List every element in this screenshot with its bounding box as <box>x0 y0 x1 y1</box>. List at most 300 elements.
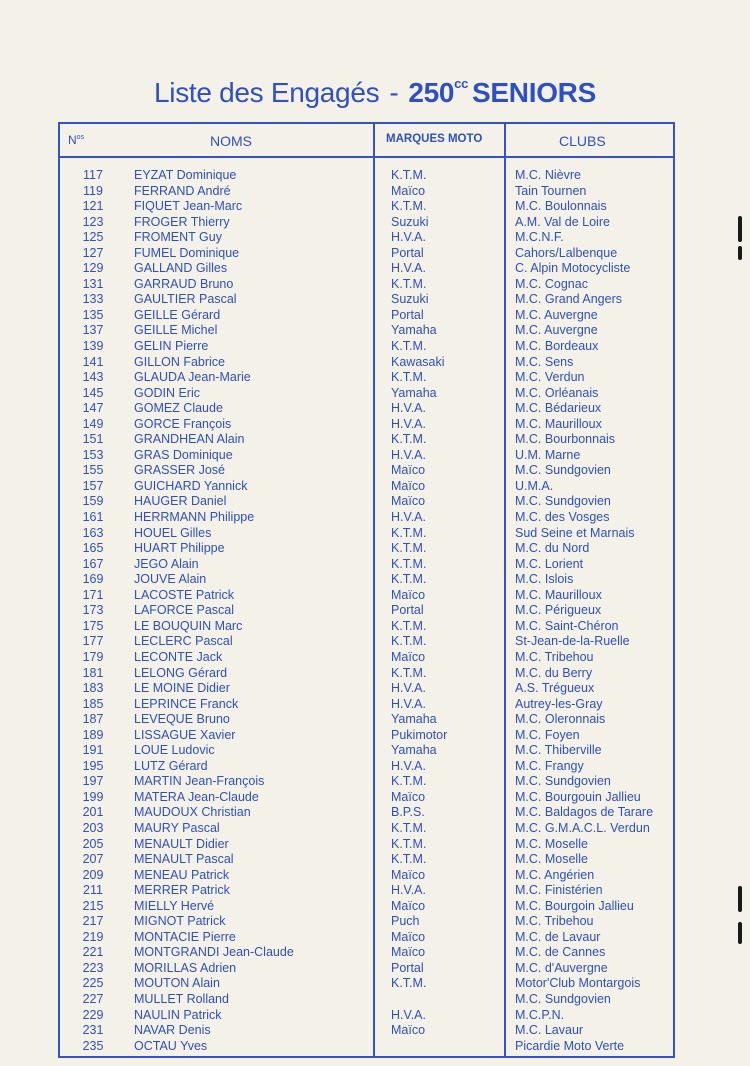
motorcycle-make: K.T.M. <box>391 339 427 354</box>
rider-name: LECONTE Jack <box>134 649 223 664</box>
entry-number: 197 <box>82 774 104 789</box>
entry-number: 229 <box>82 1007 104 1022</box>
rider-name: JOUVE Alain <box>134 572 207 587</box>
entry-number: 117 <box>83 168 103 182</box>
entry-number: 201 <box>82 805 104 820</box>
motorcycle-make: K.T.M. <box>391 276 427 291</box>
rider-name: MIELLY Hervé <box>134 898 215 913</box>
club-name: U.M.A. <box>515 478 554 493</box>
entry-number: 137 <box>82 323 104 338</box>
rider-name: GALLAND Gilles <box>134 261 228 276</box>
header-noms: NOMS <box>210 133 252 149</box>
motorcycle-make: K.T.M. <box>391 820 427 835</box>
club-name: M.C. Tribehou <box>515 914 594 929</box>
club-name: M.C. Angérien <box>515 867 595 882</box>
table-row <box>60 666 673 682</box>
entry-number: 235 <box>82 1038 104 1053</box>
entry-number: 211 <box>83 883 103 898</box>
entry-number: 205 <box>82 836 104 851</box>
table-row <box>60 572 673 588</box>
rider-name: FERRAND André <box>134 183 231 198</box>
header-nos-label: N <box>68 133 77 147</box>
rider-name: GODIN Eric <box>134 385 200 400</box>
entry-number: 127 <box>82 245 104 260</box>
motorcycle-make: K.T.M. <box>391 525 427 540</box>
rider-name: MERRER Patrick <box>134 883 230 898</box>
rider-name: GORCE François <box>134 416 232 431</box>
club-name: M.C. Maurilloux <box>515 587 602 602</box>
table-row <box>60 417 673 433</box>
club-name: M.C. de Cannes <box>515 945 606 960</box>
binding-mark <box>738 922 742 944</box>
entry-number: 195 <box>82 758 104 773</box>
club-name: M.C. du Berry <box>515 665 593 680</box>
entry-number: 167 <box>82 556 104 571</box>
motorcycle-make: Maïco <box>391 789 426 804</box>
rider-name: LE BOUQUIN Marc <box>134 618 243 633</box>
rider-name: LISSAGUE Xavier <box>134 727 236 742</box>
motorcycle-make: K.T.M. <box>391 199 427 214</box>
club-name: M.C. Islois <box>515 572 574 587</box>
motorcycle-make: Maïco <box>391 463 426 478</box>
club-name: M.C. Bourbonnais <box>515 432 616 447</box>
club-name: M.C. Foyen <box>515 727 580 742</box>
entry-number: 177 <box>82 634 104 649</box>
motorcycle-make: Portal <box>391 603 424 618</box>
club-name: M.C. Frangy <box>515 758 584 773</box>
motorcycle-make: H.V.A. <box>391 681 426 696</box>
entry-number: 209 <box>82 867 104 882</box>
binding-mark <box>738 216 742 242</box>
table-row <box>60 805 673 821</box>
club-name: M.C. Sens <box>515 354 574 369</box>
motorcycle-make: H.V.A. <box>391 401 426 416</box>
table-row <box>60 479 673 495</box>
motorcycle-make: Portal <box>391 307 424 322</box>
rider-name: LAFORCE Pascal <box>134 603 235 618</box>
table-row <box>60 386 673 402</box>
table-row <box>60 526 673 542</box>
motorcycle-make: H.V.A. <box>391 230 426 245</box>
club-name: M.C. Grand Angers <box>515 292 622 307</box>
table-row <box>60 992 673 1008</box>
rider-name: GUICHARD Yannick <box>134 478 248 493</box>
rider-name: GEILLE Gérard <box>134 307 221 322</box>
entry-number: 141 <box>82 354 104 369</box>
entry-number: 223 <box>82 960 104 975</box>
club-name: Sud Seine et Marnais <box>515 525 635 540</box>
motorcycle-make: K.T.M. <box>391 541 427 556</box>
entry-number: 139 <box>82 339 104 354</box>
table-row <box>60 945 673 961</box>
entry-number: 129 <box>82 261 104 276</box>
table-row <box>60 261 673 277</box>
motorcycle-make: H.V.A. <box>391 447 426 462</box>
entries-table <box>58 122 675 1058</box>
entry-number: 135 <box>82 307 104 322</box>
header-nos-sup: os <box>76 134 85 141</box>
table-row <box>60 401 673 417</box>
motorcycle-make: Portal <box>391 960 424 975</box>
table-row <box>60 976 673 992</box>
entry-number: 185 <box>82 696 104 711</box>
table-row <box>60 370 673 386</box>
table-row <box>60 837 673 853</box>
club-name: M.C. Auvergne <box>515 323 598 338</box>
entry-number: 145 <box>82 385 104 400</box>
table-row <box>60 432 673 448</box>
motorcycle-make: Suzuki <box>391 214 429 229</box>
motorcycle-make: H.V.A. <box>391 416 426 431</box>
club-name: M.C. Bédarieux <box>515 401 602 416</box>
club-name: A.S. Trégueux <box>515 681 595 696</box>
club-name: M.C. Bordeaux <box>515 339 599 354</box>
rider-name: EYZAT Dominique <box>134 168 237 182</box>
motorcycle-make: H.V.A. <box>391 261 426 276</box>
table-row <box>60 541 673 557</box>
club-name: M.C. Auvergne <box>515 307 598 322</box>
table-row <box>60 292 673 308</box>
club-name: Picardie Moto Verte <box>515 1038 625 1053</box>
rider-name: MORILLAS Adrien <box>134 960 237 975</box>
title-class-number: 250 <box>408 77 455 108</box>
club-name: M.C. Finistérien <box>515 883 603 898</box>
header-clubs: CLUBS <box>559 133 606 149</box>
table-row <box>60 1039 673 1055</box>
motorcycle-make: Yamaha <box>391 743 437 758</box>
rider-name: MIGNOT Patrick <box>134 914 226 929</box>
table-row <box>60 463 673 479</box>
rider-name: FROMENT Guy <box>134 230 222 245</box>
rider-name: NAULIN Patrick <box>134 1007 222 1022</box>
motorcycle-make: Puch <box>391 914 420 929</box>
entry-number: 155 <box>82 463 104 478</box>
club-name: M.C. d'Auvergne <box>515 960 608 975</box>
club-name: M.C. Orléanais <box>515 385 599 400</box>
club-name: M.C. Sundgovien <box>515 991 611 1006</box>
rider-name: HUART Philippe <box>134 541 225 556</box>
rider-name: MARTIN Jean-François <box>134 774 265 789</box>
motorcycle-make: K.T.M. <box>391 634 427 649</box>
motorcycle-make: K.T.M. <box>391 432 427 447</box>
club-name: M.C. Boulonnais <box>515 199 607 214</box>
rider-name: MENAULT Didier <box>134 836 229 851</box>
club-name: M.C. Moselle <box>515 836 588 851</box>
entry-number: 121 <box>82 199 104 214</box>
entry-number: 125 <box>82 230 104 245</box>
header-marques: MARQUES MOTO <box>386 133 483 145</box>
table-row <box>60 712 673 728</box>
motorcycle-make: Suzuki <box>391 292 429 307</box>
club-name: M.C. des Vosges <box>515 510 610 525</box>
motorcycle-make: Portal <box>391 245 424 260</box>
table-row <box>60 728 673 744</box>
entry-number: 225 <box>82 976 104 991</box>
table-row <box>60 697 673 713</box>
table-row <box>60 168 673 184</box>
entry-number: 187 <box>82 712 104 727</box>
entry-number: 231 <box>82 1023 104 1038</box>
club-name: M.C. Saint-Chéron <box>515 618 619 633</box>
table-row <box>60 308 673 324</box>
title-class-sup: cc <box>454 76 469 91</box>
entry-number: 123 <box>82 214 104 229</box>
rider-name: GILLON Fabrice <box>134 354 226 369</box>
entry-number: 119 <box>83 183 103 198</box>
rider-name: MATERA Jean-Claude <box>134 789 259 804</box>
header-nos <box>68 133 84 147</box>
entry-number: 159 <box>82 494 104 509</box>
rider-name: NAVAR Denis <box>134 1023 211 1038</box>
motorcycle-make: K.T.M. <box>391 852 427 867</box>
entry-number: 143 <box>82 370 104 385</box>
motorcycle-make: Kawasaki <box>391 354 445 369</box>
table-row <box>60 603 673 619</box>
motorcycle-make: B.P.S. <box>391 805 425 820</box>
club-name: Autrey-les-Gray <box>515 696 603 711</box>
table-row <box>60 868 673 884</box>
entry-number: 181 <box>82 665 104 680</box>
club-name: M.C. Bourgouin Jallieu <box>515 789 641 804</box>
entry-number: 199 <box>82 789 104 804</box>
table-row <box>60 230 673 246</box>
entry-number: 149 <box>82 416 104 431</box>
table-body <box>60 168 673 1054</box>
motorcycle-make: Maïco <box>391 867 426 882</box>
entry-number: 171 <box>82 587 104 602</box>
rider-name: MENEAU Patrick <box>134 867 230 882</box>
motorcycle-make: Maïco <box>391 649 426 664</box>
motorcycle-make: K.T.M. <box>391 168 427 182</box>
rider-name: HAUGER Daniel <box>134 494 227 509</box>
club-name: M.C. Cognac <box>515 276 588 291</box>
motorcycle-make: H.V.A. <box>391 696 426 711</box>
table-row <box>60 199 673 215</box>
title-main: Liste des Engagés <box>154 77 380 108</box>
rider-name: LEPRINCE Franck <box>134 696 239 711</box>
club-name: M.C. du Nord <box>515 541 590 556</box>
table-row <box>60 634 673 650</box>
club-name: M.C. Maurilloux <box>515 416 602 431</box>
motorcycle-make: H.V.A. <box>391 883 426 898</box>
club-name: U.M. Marne <box>515 447 581 462</box>
rider-name: LACOSTE Patrick <box>134 587 235 602</box>
rider-name: GARRAUD Bruno <box>134 276 234 291</box>
rider-name: GOMEZ Claude <box>134 401 223 416</box>
club-name: M.C. Sundgovien <box>515 463 611 478</box>
club-name: M.C. Sundgovien <box>515 494 611 509</box>
table-row <box>60 494 673 510</box>
entry-number: 153 <box>82 447 104 462</box>
rider-name: MONTACIE Pierre <box>134 929 236 944</box>
club-name: M.C. Verdun <box>515 370 585 385</box>
table-row <box>60 930 673 946</box>
entry-number: 221 <box>82 945 104 960</box>
club-name: M.C. Lavaur <box>515 1023 584 1038</box>
table-row <box>60 852 673 868</box>
motorcycle-make: Maïco <box>391 587 426 602</box>
table-row <box>60 743 673 759</box>
entry-number: 173 <box>82 603 104 618</box>
table-row <box>60 277 673 293</box>
motorcycle-make: Pukimotor <box>391 727 448 742</box>
table-row <box>60 790 673 806</box>
rider-name: GRANDHEAN Alain <box>134 432 245 447</box>
entry-number: 183 <box>82 681 104 696</box>
motorcycle-make: H.V.A. <box>391 758 426 773</box>
entry-number: 147 <box>82 401 104 416</box>
club-name: M.C. Sundgovien <box>515 774 611 789</box>
table-row <box>60 883 673 899</box>
motorcycle-make: K.T.M. <box>391 836 427 851</box>
motorcycle-make: K.T.M. <box>391 774 427 789</box>
entry-number: 131 <box>82 276 104 291</box>
club-name: M.C. Lorient <box>515 556 584 571</box>
motorcycle-make: Maïco <box>391 945 426 960</box>
rider-name: LELONG Gérard <box>134 665 228 680</box>
title-dash: - <box>389 77 399 108</box>
page-title <box>0 76 750 109</box>
motorcycle-make: K.T.M. <box>391 572 427 587</box>
table-row <box>60 821 673 837</box>
rider-name: LEVEQUE Bruno <box>134 712 230 727</box>
entry-number: 175 <box>82 618 104 633</box>
table-row <box>60 355 673 371</box>
table-row <box>60 914 673 930</box>
club-name: M.C. G.M.A.C.L. Verdun <box>515 820 650 835</box>
club-name: M.C. Oleronnais <box>515 712 606 727</box>
table-row <box>60 448 673 464</box>
binding-mark <box>738 886 742 912</box>
entry-number: 179 <box>82 649 104 664</box>
motorcycle-make: K.T.M. <box>391 370 427 385</box>
club-name: M.C. Thiberville <box>515 743 602 758</box>
rider-name: HERRMANN Philippe <box>134 510 255 525</box>
table-row <box>60 961 673 977</box>
rider-name: FIQUET Jean-Marc <box>134 199 243 214</box>
rider-name: GEILLE Michel <box>134 323 218 338</box>
table-row <box>60 323 673 339</box>
club-name: Tain Tournen <box>515 183 587 198</box>
title-class-name: SENIORS <box>472 77 596 108</box>
entry-number: 189 <box>82 727 104 742</box>
entry-number: 215 <box>82 898 104 913</box>
rider-name: OCTAU Yves <box>134 1038 208 1053</box>
rider-name: GRAS Dominique <box>134 447 233 462</box>
table-row <box>60 619 673 635</box>
rider-name: MONTGRANDI Jean-Claude <box>134 945 294 960</box>
table-row <box>60 759 673 775</box>
rider-name: MOUTON Alain <box>134 976 220 991</box>
table-row <box>60 215 673 231</box>
club-name: M.C. Nièvre <box>515 168 581 182</box>
club-name: M.C. de Lavaur <box>515 929 601 944</box>
club-name: M.C. Bourgoin Jallieu <box>515 898 634 913</box>
entry-number: 227 <box>82 991 104 1006</box>
club-name: St-Jean-de-la-Ruelle <box>515 634 630 649</box>
club-name: M.C.P.N. <box>515 1007 565 1022</box>
table-row <box>60 510 673 526</box>
club-name: Motor'Club Montargois <box>515 976 641 991</box>
entry-number: 151 <box>82 432 104 447</box>
table-row <box>60 899 673 915</box>
rider-name: JEGO Alain <box>134 556 199 571</box>
entry-number: 217 <box>82 914 104 929</box>
motorcycle-make: K.T.M. <box>391 665 427 680</box>
motorcycle-make: H.V.A. <box>391 510 426 525</box>
entry-number: 163 <box>82 525 104 540</box>
club-name: Cahors/Lalbenque <box>515 245 618 260</box>
motorcycle-make: H.V.A. <box>391 1007 426 1022</box>
rider-name: MAUDOUX Christian <box>134 805 251 820</box>
motorcycle-make: K.T.M. <box>391 976 427 991</box>
club-name: M.C.N.F. <box>515 230 564 245</box>
table-row <box>60 1008 673 1024</box>
rider-name: FUMEL Dominique <box>134 245 240 260</box>
table-row <box>60 681 673 697</box>
table-row <box>60 184 673 200</box>
rider-name: HOUEL Gilles <box>134 525 212 540</box>
table-row <box>60 588 673 604</box>
entry-number: 133 <box>82 292 104 307</box>
table-row <box>60 339 673 355</box>
rider-name: FROGER Thierry <box>134 214 230 229</box>
motorcycle-make: K.T.M. <box>391 618 427 633</box>
table-row <box>60 1023 673 1039</box>
entry-number: 157 <box>82 478 104 493</box>
rider-name: LECLERC Pascal <box>134 634 233 649</box>
table-header <box>60 124 673 158</box>
club-name: M.C. Périgueux <box>515 603 602 618</box>
motorcycle-make: Maïco <box>391 494 426 509</box>
table-row <box>60 774 673 790</box>
motorcycle-make: Yamaha <box>391 323 437 338</box>
rider-name: GRASSER José <box>134 463 226 478</box>
entry-number: 203 <box>82 820 104 835</box>
rider-name: MENAULT Pascal <box>134 852 234 867</box>
entry-number: 191 <box>82 743 104 758</box>
rider-name: LUTZ Gérard <box>134 758 208 773</box>
entry-number: 219 <box>82 929 104 944</box>
motorcycle-make: Maïco <box>391 1023 426 1038</box>
motorcycle-make: Maïco <box>391 478 426 493</box>
entry-number: 207 <box>82 852 104 867</box>
table-row <box>60 650 673 666</box>
motorcycle-make: Yamaha <box>391 385 437 400</box>
club-name: M.C. Baldagos de Tarare <box>515 805 654 820</box>
rider-name: GLAUDA Jean-Marie <box>134 370 251 385</box>
binding-mark <box>738 246 742 260</box>
table-row <box>60 246 673 262</box>
motorcycle-make: Yamaha <box>391 712 437 727</box>
rider-name: LE MOINE Didier <box>134 681 230 696</box>
club-name: M.C. Tribehou <box>515 649 594 664</box>
club-name: M.C. Moselle <box>515 852 588 867</box>
rider-name: MAURY Pascal <box>134 820 220 835</box>
rider-name: GAULTIER Pascal <box>134 292 237 307</box>
entry-number: 169 <box>82 572 104 587</box>
club-name: A.M. Val de Loire <box>515 214 610 229</box>
entry-number: 165 <box>82 541 104 556</box>
table-row <box>60 557 673 573</box>
motorcycle-make: Maïco <box>391 929 426 944</box>
rider-name: GELIN Pierre <box>134 339 209 354</box>
rider-name: MULLET Rolland <box>134 991 229 1006</box>
motorcycle-make: Maïco <box>391 898 426 913</box>
club-name: C. Alpin Motocycliste <box>515 261 631 276</box>
motorcycle-make: K.T.M. <box>391 556 427 571</box>
motorcycle-make: Maïco <box>391 183 426 198</box>
